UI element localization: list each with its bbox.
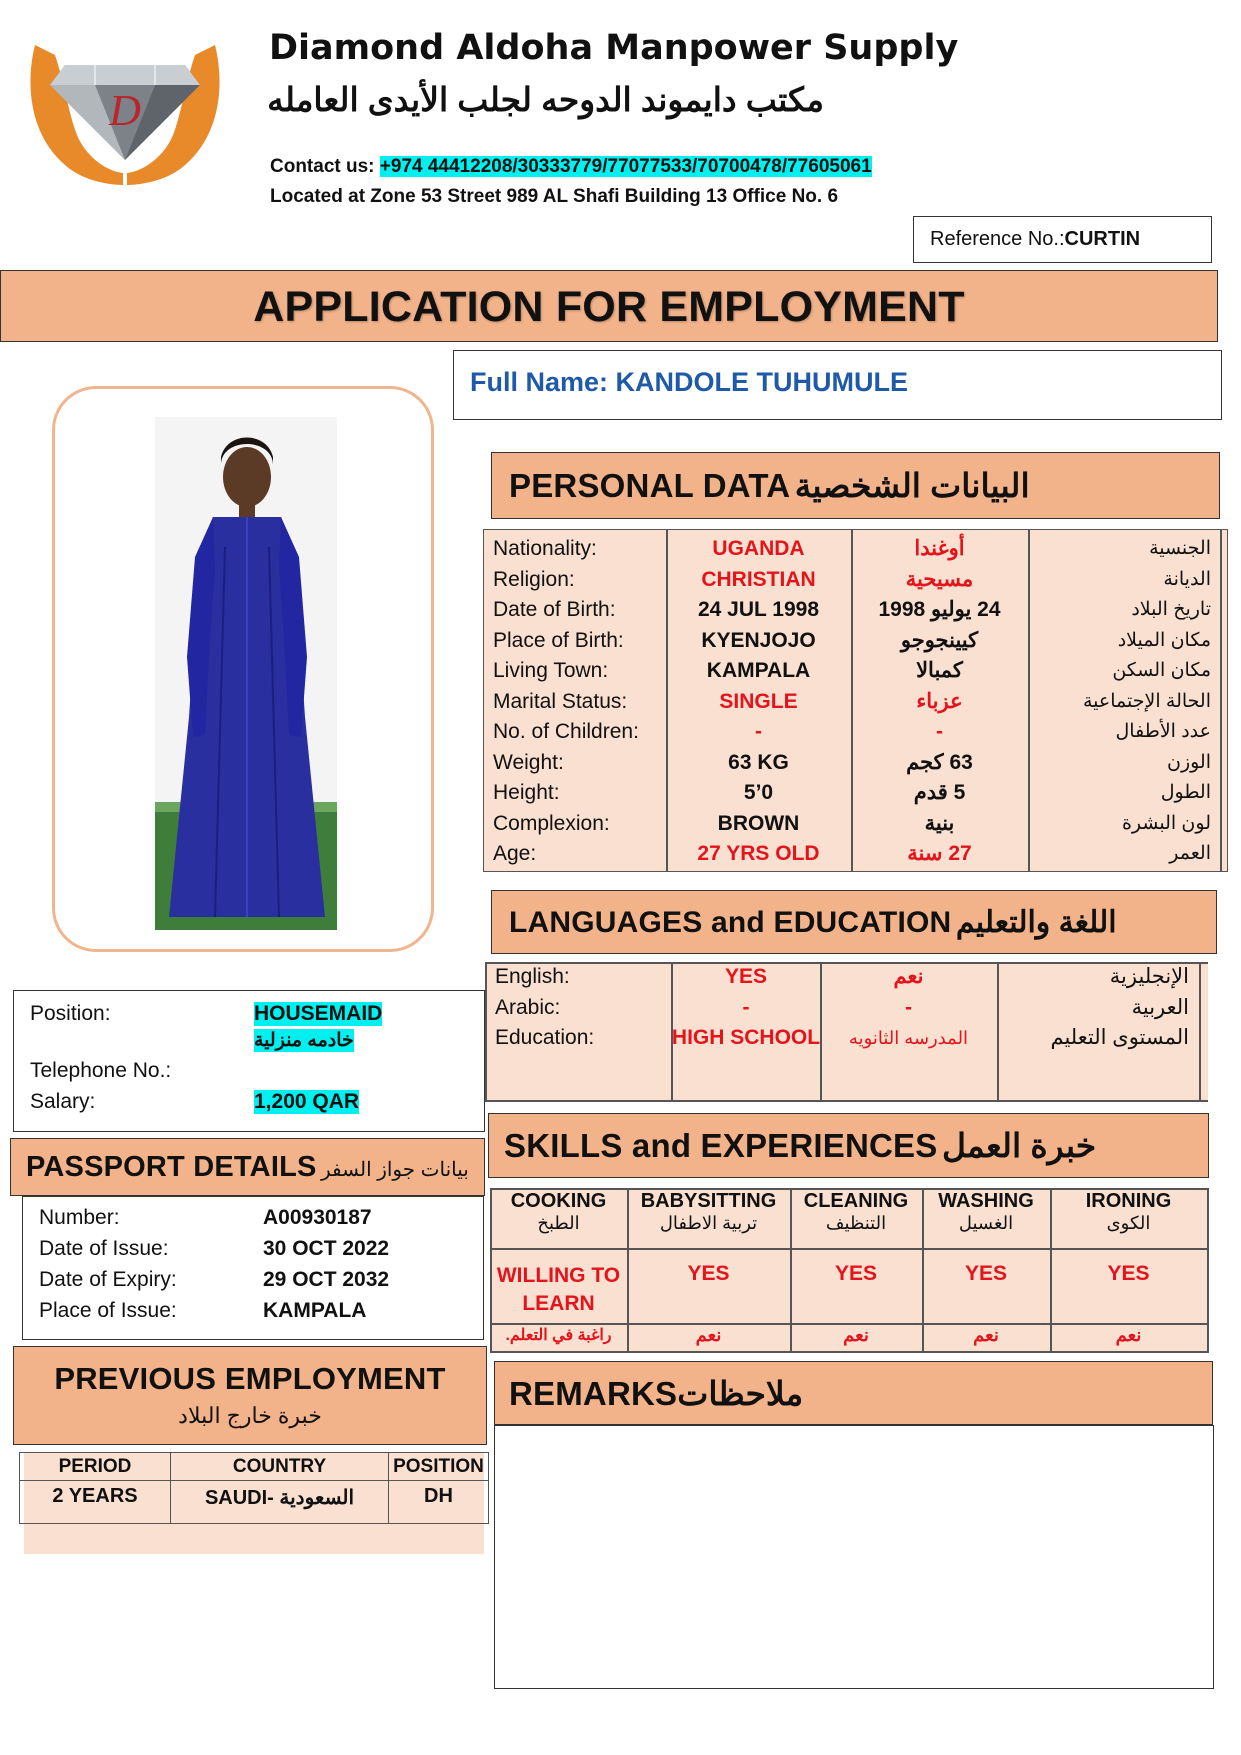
personal-label-ar: الطول	[1160, 782, 1211, 803]
personal-label-ar: الحالة الإجتماعية	[1083, 690, 1211, 712]
personal-label-ar: الديانة	[1163, 568, 1211, 590]
personal-value: -	[755, 720, 762, 743]
table-row	[483, 717, 1228, 748]
personal-label-ar: مكان الميلاد	[1117, 629, 1211, 651]
personal-label: Date of Birth:	[493, 598, 616, 621]
personal-value-ar: كمبالا	[916, 659, 963, 682]
personal-value-ar: 5 قدم	[913, 781, 966, 804]
personal-label: No. of Children:	[493, 720, 639, 743]
lang-label-arabic-ar: العربية	[1131, 995, 1189, 1019]
skill-babysitting-label: BABYSITTING	[640, 1190, 777, 1212]
lang-label-arabic: Arabic:	[495, 995, 561, 1019]
personal-value: SINGLE	[719, 689, 798, 713]
passport-issue-value: 30 OCT 2022	[263, 1237, 390, 1260]
skills-title-en: SKILLS and EXPERIENCES	[504, 1127, 938, 1164]
personal-data-title-en: PERSONAL DATA	[509, 467, 791, 504]
position-label: Position:	[30, 1002, 111, 1025]
previous-employment-title-en: PREVIOUS EMPLOYMENT	[54, 1361, 446, 1396]
form-title-bar	[0, 270, 1218, 342]
languages-title-en: LANGUAGES and EDUCATION	[509, 906, 952, 939]
personal-label-ar: تاريخ البلاد	[1131, 599, 1211, 620]
personal-value: KAMPALA	[706, 659, 811, 682]
skills-title-ar: خبرة العمل	[941, 1127, 1097, 1164]
table-row	[483, 534, 1228, 565]
prev-header-position: POSITION	[389, 1453, 489, 1481]
skill-cleaning-value-ar: نعم	[843, 1325, 869, 1345]
personal-value-ar: بنية	[924, 811, 955, 835]
skill-babysitting-value: YES	[687, 1262, 730, 1285]
languages-header	[491, 890, 1217, 954]
lang-value-education-ar: المدرسه الثانويه	[848, 1028, 969, 1048]
personal-label: Place of Birth:	[493, 628, 624, 652]
full-name-box	[453, 350, 1222, 420]
personal-label-ar: عدد الأطفال	[1115, 721, 1211, 742]
table-row	[483, 565, 1228, 596]
previous-employment-title-ar: خبرة خارج البلاد	[178, 1403, 322, 1428]
form-title: APPLICATION FOR EMPLOYMENT	[253, 283, 965, 331]
contact-line	[270, 156, 872, 178]
personal-label-ar: لون البشرة	[1121, 812, 1211, 834]
table-row	[483, 626, 1228, 657]
prev-header-country: COUNTRY	[171, 1453, 389, 1481]
passport-box	[22, 1196, 484, 1340]
skill-washing-value-ar: نعم	[973, 1325, 999, 1345]
previous-employment-header	[13, 1346, 487, 1445]
position-value-ar: خادمه منزلية	[254, 1030, 354, 1051]
personal-value: 5’0	[743, 781, 774, 804]
personal-value: 27 YRS OLD	[697, 842, 820, 865]
personal-label: Religion:	[493, 567, 575, 591]
full-name-value: KANDOLE TUHUMULE	[615, 367, 909, 397]
passport-title-en: PASSPORT DETAILS	[26, 1151, 317, 1183]
personal-data-title-ar: البيانات الشخصية	[794, 467, 1030, 504]
salary-label: Salary:	[30, 1090, 96, 1113]
personal-value-ar: مسيحية	[905, 567, 974, 591]
skill-cooking-value-ar: راغبة في التعلم.	[505, 1327, 612, 1344]
passport-number-value: A00930187	[263, 1206, 372, 1229]
company-name-ar: مكتب دايموند الدوحه لجلب الأيدى العامله	[267, 81, 824, 118]
reference-box	[913, 216, 1212, 263]
prev-position: DH	[389, 1481, 489, 1524]
personal-value: KYENJOJO	[701, 628, 816, 652]
applicant-photo	[155, 417, 337, 930]
skill-babysitting-value-ar: نعم	[695, 1325, 722, 1345]
personal-label: Height:	[493, 781, 560, 804]
passport-header	[10, 1138, 485, 1196]
table-row	[20, 1481, 489, 1524]
table-row	[483, 748, 1228, 779]
personal-value: 63 KG	[728, 750, 789, 774]
personal-data-table	[483, 529, 1228, 872]
skill-cooking-value: WILLING TO LEARN	[496, 1264, 621, 1315]
prev-country: SAUDI- السعودية	[171, 1481, 389, 1524]
skill-cooking-label-ar: الطبخ	[537, 1213, 580, 1233]
remarks-title-en: REMARKS	[509, 1375, 678, 1412]
salary-value: 1,200 QAR	[254, 1090, 360, 1113]
reference-value: CURTIN	[1064, 228, 1141, 250]
passport-place-label: Place of Issue:	[39, 1299, 177, 1322]
personal-value-ar: 24 يوليو 1998	[878, 598, 1001, 621]
remarks-box	[494, 1425, 1214, 1689]
skill-ironing-label-ar: الكوى	[1106, 1213, 1151, 1233]
applicant-photo-frame	[52, 386, 434, 952]
position-value: HOUSEMAID	[254, 1002, 383, 1025]
personal-value-ar: أوغندا	[914, 537, 965, 560]
table-row	[483, 687, 1228, 718]
lang-value-arabic: -	[742, 995, 750, 1019]
company-logo	[25, 35, 225, 195]
company-name-en: Diamond Aldoha Manpower Supply	[269, 28, 959, 68]
personal-label-ar: الوزن	[1166, 751, 1211, 773]
personal-value-ar: 27 سنة	[907, 842, 972, 865]
lang-value-arabic-ar: -	[905, 995, 912, 1019]
remarks-title-ar: ملاحظات	[677, 1375, 804, 1412]
personal-value: BROWN	[717, 811, 800, 835]
lang-value-english-ar: نعم	[893, 965, 924, 988]
personal-data-rows	[483, 534, 1228, 870]
lang-label-education: Education:	[495, 1026, 595, 1049]
personal-label: Marital Status:	[493, 689, 628, 713]
lang-label-education-ar: المستوى التعليم	[1050, 1026, 1189, 1049]
lang-value-education: HIGH SCHOOL	[671, 1026, 821, 1049]
personal-value-ar: عزباء	[916, 689, 963, 713]
previous-employment-table	[24, 1452, 484, 1554]
passport-title-ar: بيانات جواز السفر	[321, 1159, 469, 1181]
personal-label: Weight:	[493, 750, 564, 774]
lang-label-english-ar: الإنجليزية	[1109, 965, 1189, 988]
svg-text:D: D	[109, 86, 141, 135]
passport-place-value: KAMPALA	[263, 1299, 367, 1322]
personal-value-ar: 63 كجم	[906, 750, 973, 774]
skill-cleaning-label-ar: التنظيف	[825, 1213, 887, 1233]
skills-header	[488, 1113, 1209, 1178]
table-row	[483, 809, 1228, 840]
personal-label: Complexion:	[493, 811, 610, 835]
personal-value: UGANDA	[712, 537, 805, 560]
prev-period: 2 YEARS	[20, 1481, 171, 1524]
skill-washing-label-ar: الغسيل	[958, 1213, 1014, 1233]
passport-expiry-value: 29 OCT 2032	[263, 1268, 390, 1291]
skill-ironing-value: YES	[1107, 1262, 1150, 1285]
personal-label: Living Town:	[493, 659, 609, 682]
table-row	[483, 656, 1228, 687]
remarks-header	[494, 1361, 1213, 1425]
skill-washing-value: YES	[964, 1262, 1008, 1285]
personal-label: Nationality:	[493, 537, 597, 560]
lang-label-english: English:	[495, 965, 570, 988]
personal-label-ar: مكان السكن	[1112, 660, 1211, 681]
table-row	[483, 595, 1228, 626]
reference-label: Reference No.:	[930, 228, 1065, 250]
table-row	[483, 839, 1228, 870]
passport-number-label: Number:	[39, 1206, 120, 1229]
passport-expiry-label: Date of Expiry:	[39, 1268, 177, 1291]
personal-value-ar: -	[936, 720, 943, 743]
contact-label: Contact us:	[270, 156, 375, 177]
personal-label-ar: الجنسية	[1149, 538, 1211, 559]
languages-table	[485, 962, 1208, 1102]
skill-washing-label: WASHING	[938, 1190, 1034, 1212]
skills-table	[490, 1188, 1209, 1353]
skill-cleaning-label: CLEANING	[803, 1190, 909, 1212]
skill-cleaning-value: YES	[834, 1262, 878, 1285]
personal-data-header	[491, 452, 1220, 519]
company-address: Located at Zone 53 Street 989 AL Shafi Building 13 Office No. 6	[270, 186, 839, 207]
prev-header-period: PERIOD	[20, 1453, 171, 1481]
contact-numbers: +974 44412208/30333779/77077533/70700478/77605061	[379, 156, 872, 177]
personal-label: Age:	[493, 842, 537, 865]
skill-babysitting-label-ar: تربية الاطفال	[659, 1213, 758, 1233]
personal-value: 24 JUL 1998	[697, 598, 820, 621]
skill-cooking-label: COOKING	[510, 1190, 607, 1212]
position-box	[13, 990, 485, 1132]
table-row	[483, 778, 1228, 809]
telephone-label: Telephone No.:	[30, 1059, 172, 1082]
personal-label-ar: العمر	[1169, 843, 1211, 864]
skill-ironing-value-ar: نعم	[1115, 1325, 1142, 1345]
lang-value-english: YES	[724, 965, 768, 988]
personal-value-ar: كيينجوجو	[900, 628, 979, 652]
languages-title-ar: اللغة والتعليم	[955, 906, 1117, 939]
passport-issue-label: Date of Issue:	[39, 1237, 169, 1260]
personal-value: CHRISTIAN	[701, 567, 816, 591]
skill-ironing-label: IRONING	[1085, 1190, 1172, 1212]
full-name-label: Full Name:	[470, 367, 609, 397]
